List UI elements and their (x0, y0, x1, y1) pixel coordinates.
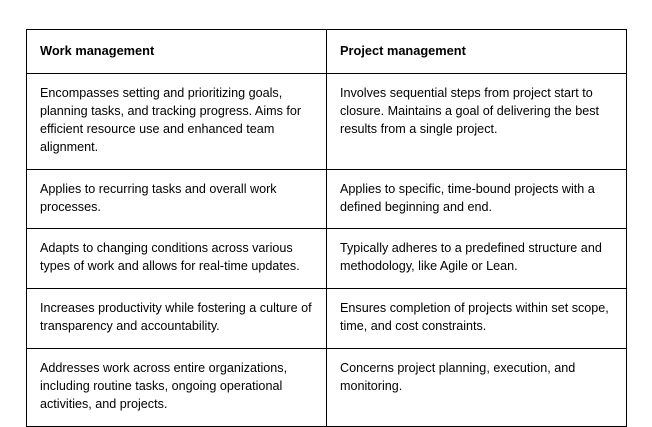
column-header-work-management: Work management (27, 30, 327, 74)
table-row (27, 169, 627, 229)
comparison-table (26, 29, 627, 427)
table-cell: Involves sequential steps from project start to closure. Maintains a goal of delivering the best results from a single project. (327, 74, 627, 170)
table-row (27, 229, 627, 289)
table-cell: Concerns project planning, execution, and monitoring. (327, 348, 627, 426)
table-cell: Ensures completion of projects within set scope, time, and cost constraints. (327, 289, 627, 349)
table-cell: Addresses work across entire organizations, including routine tasks, ongoing operational activities, and projects. (27, 348, 327, 426)
table-cell: Applies to specific, time-bound projects with a defined beginning and end. (327, 169, 627, 229)
table-cell: Typically adheres to a predefined structure and methodology, like Agile or Lean. (327, 229, 627, 289)
table-cell: Applies to recurring tasks and overall work processes. (27, 169, 327, 229)
table-row (27, 348, 627, 426)
table-header-row (27, 30, 627, 74)
table-cell: Encompasses setting and prioritizing goals, planning tasks, and tracking progress. Aims for efficient resource use and enhanced team alignment. (27, 74, 327, 170)
table-row (27, 74, 627, 170)
comparison-table-container (26, 29, 626, 427)
table-body (27, 74, 627, 426)
table-row (27, 289, 627, 349)
table-cell: Increases productivity while fostering a culture of transparency and accountability. (27, 289, 327, 349)
table-header (27, 30, 627, 74)
table-cell: Adapts to changing conditions across various types of work and allows for real-time updates. (27, 229, 327, 289)
column-header-project-management: Project management (327, 30, 627, 74)
